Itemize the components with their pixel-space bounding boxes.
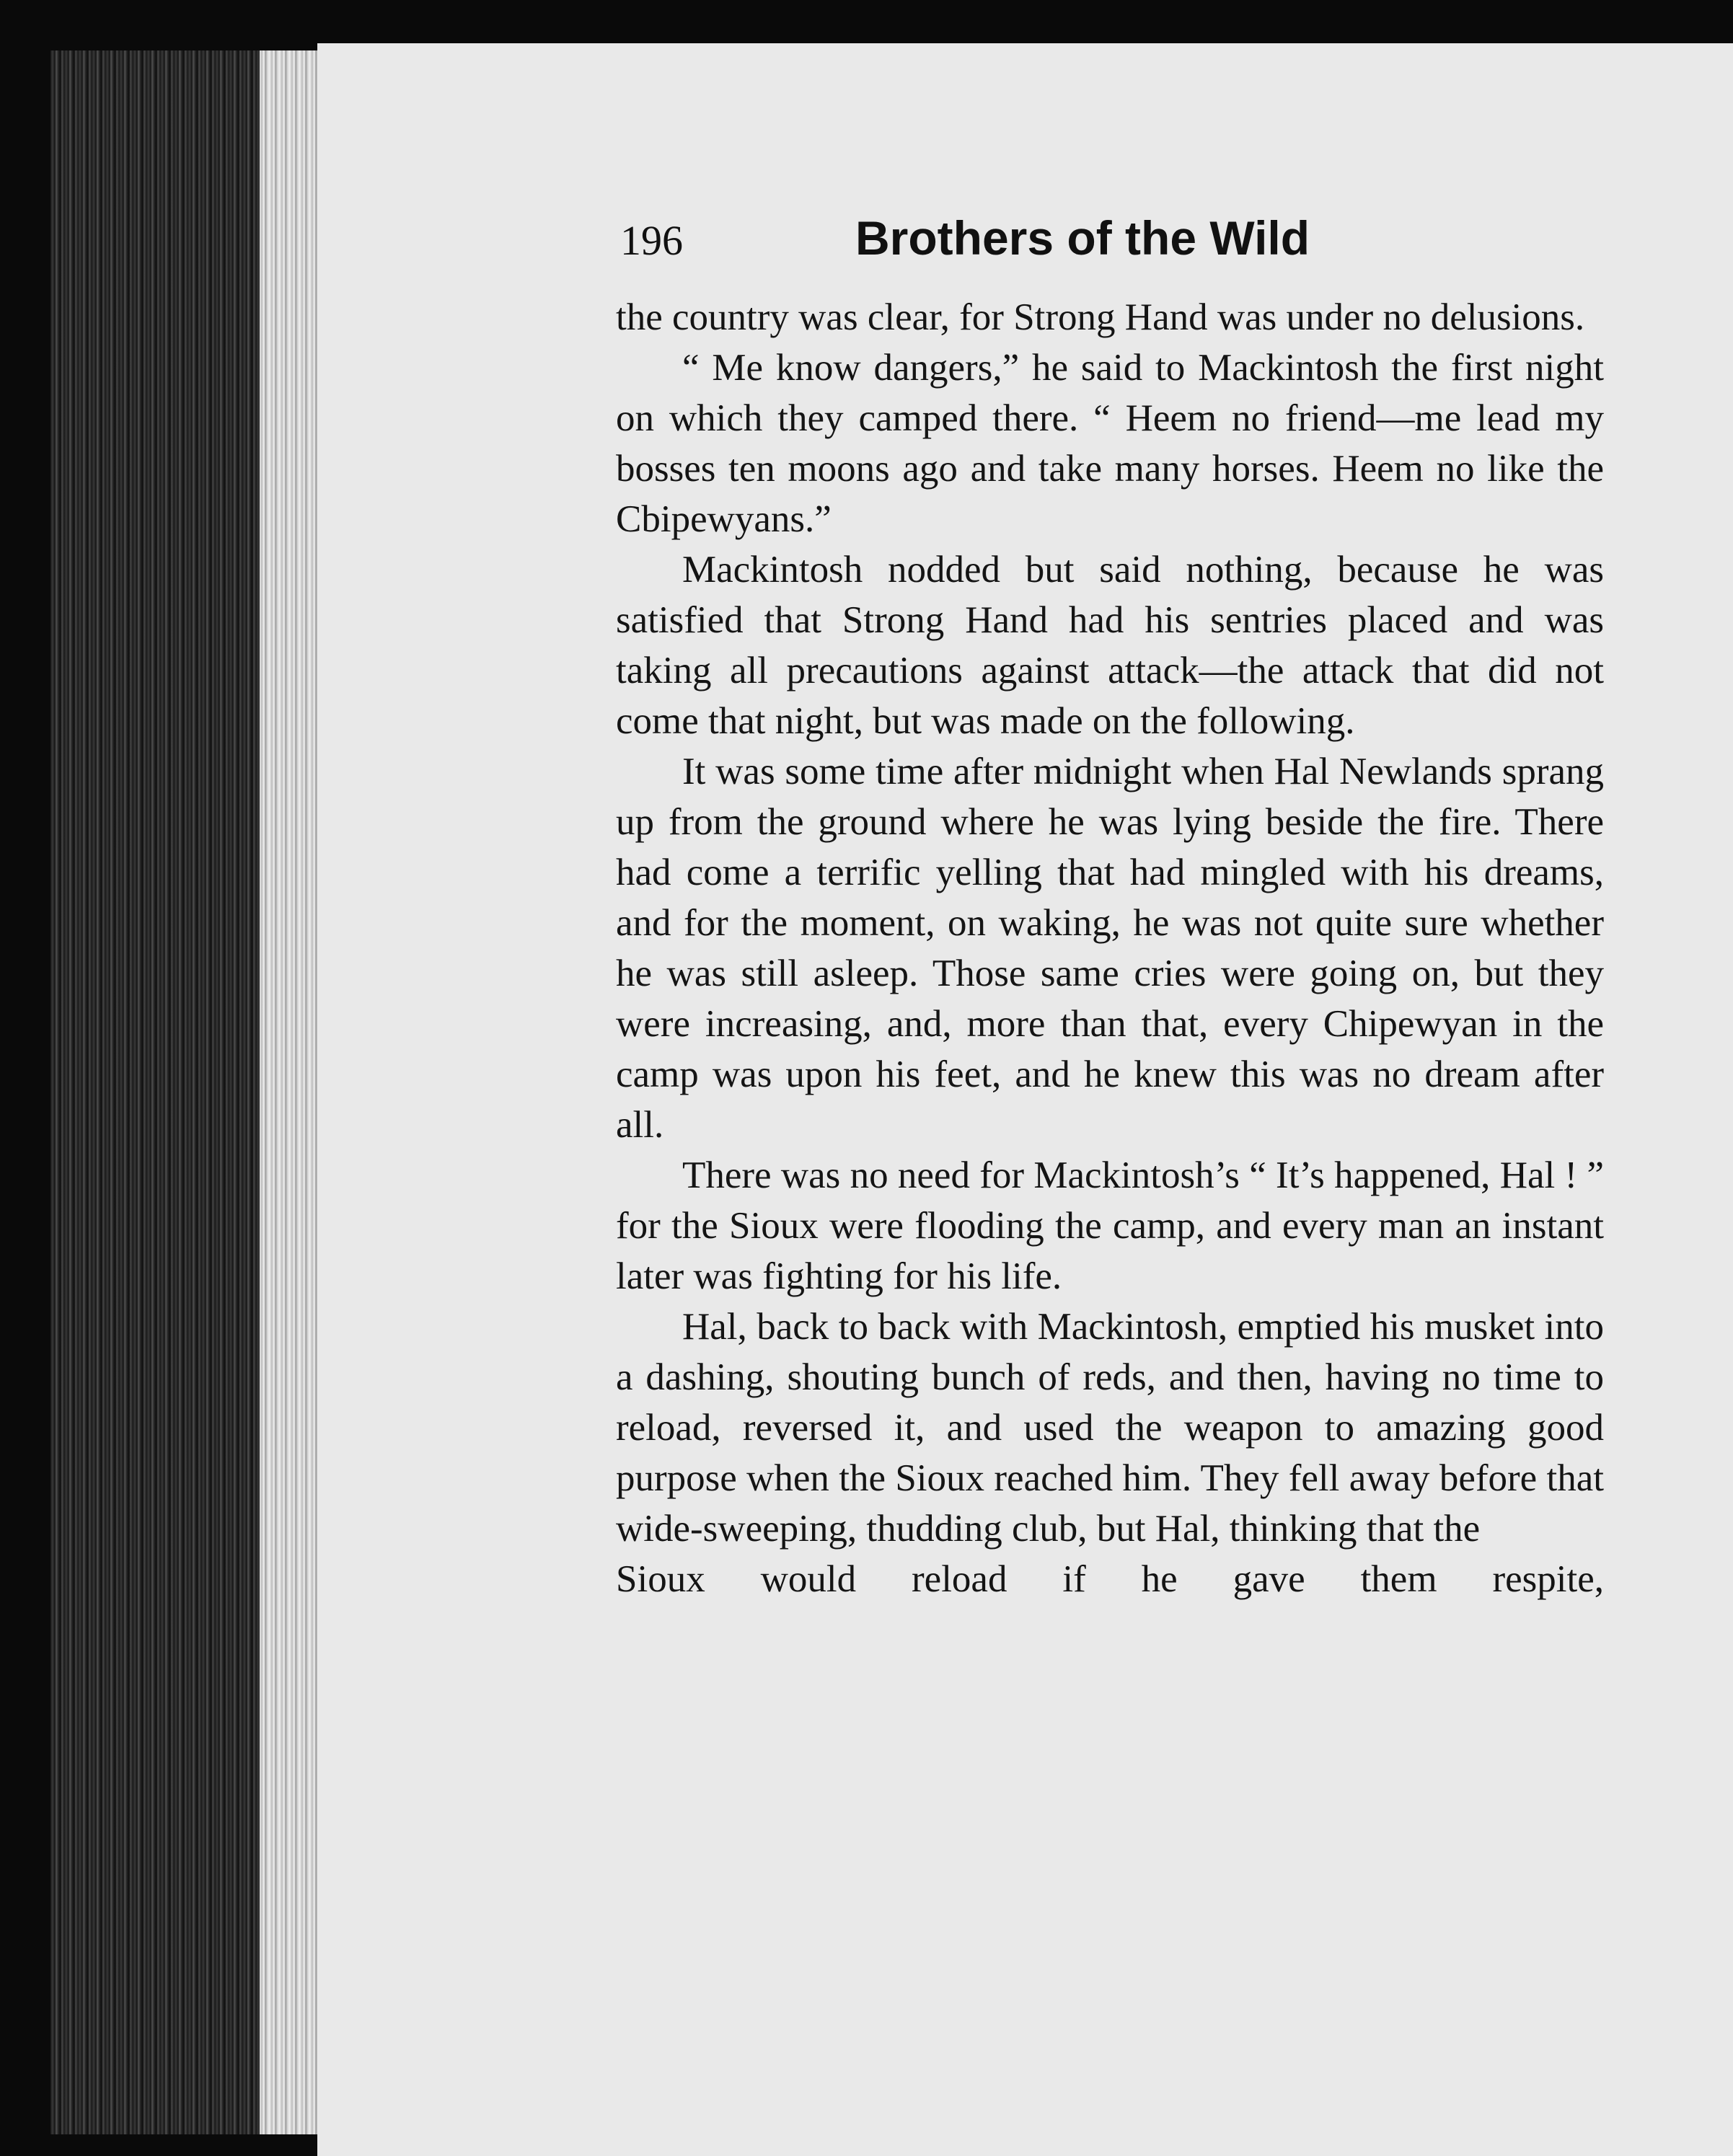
paragraph: Mackintosh nodded but said nothing, because he was satisfied that Strong Hand had his sentries placed and was taking all precautions against attack—the attack that did not come that night, but was made on the following. <box>616 549 1604 742</box>
paragraph: There was no need for Mackintosh’s “ It’s happened, Hal ! ” for the Sioux were flooding the camp, and every man an instant later was fighting for his life. <box>616 1154 1604 1297</box>
page-number: 196 <box>620 217 683 264</box>
paragraph-last-line-wrapper <box>616 1554 1604 1604</box>
last-line: Sioux would reload if he gave them respite, <box>616 1558 1604 1600</box>
paragraph: the country was clear, for Strong Hand was under no delusions. <box>616 296 1585 338</box>
page-header <box>620 211 1399 275</box>
paragraph: It was some time after midnight when Hal Newlands sprang up from the ground where he was lying beside the fire. There had come a terrific yelling that had mingled with his dreams, and for the moment, on waking, he was not quite sure whether he was still asleep. Those same cries were going on, but they were increasing, and, more than that, every Chipewyan in the camp was upon his feet, and he knew this was no dream after all. <box>616 751 1604 1146</box>
body-text <box>616 292 1604 1604</box>
paragraph: “ Me know dangers,” he said to Mackintosh the first night on which they camped there. “ Heem no friend—me lead my bosses ten moons ago and take many horses. Heem no like the Cbipewyans.” <box>616 347 1604 540</box>
book-page-edges-light <box>260 50 325 2134</box>
running-title: Brothers of the Wild <box>855 211 1310 265</box>
paragraph: Hal, back to back with Mackintosh, emptied his musket into a dashing, shouting bunch of reds, and then, having no time to reload, reversed it, and used the weapon to amazing good purpose when the Sioux reached him. They fell away before that wide-sweeping, thudding club, but Hal, thinking that the <box>616 1306 1604 1550</box>
